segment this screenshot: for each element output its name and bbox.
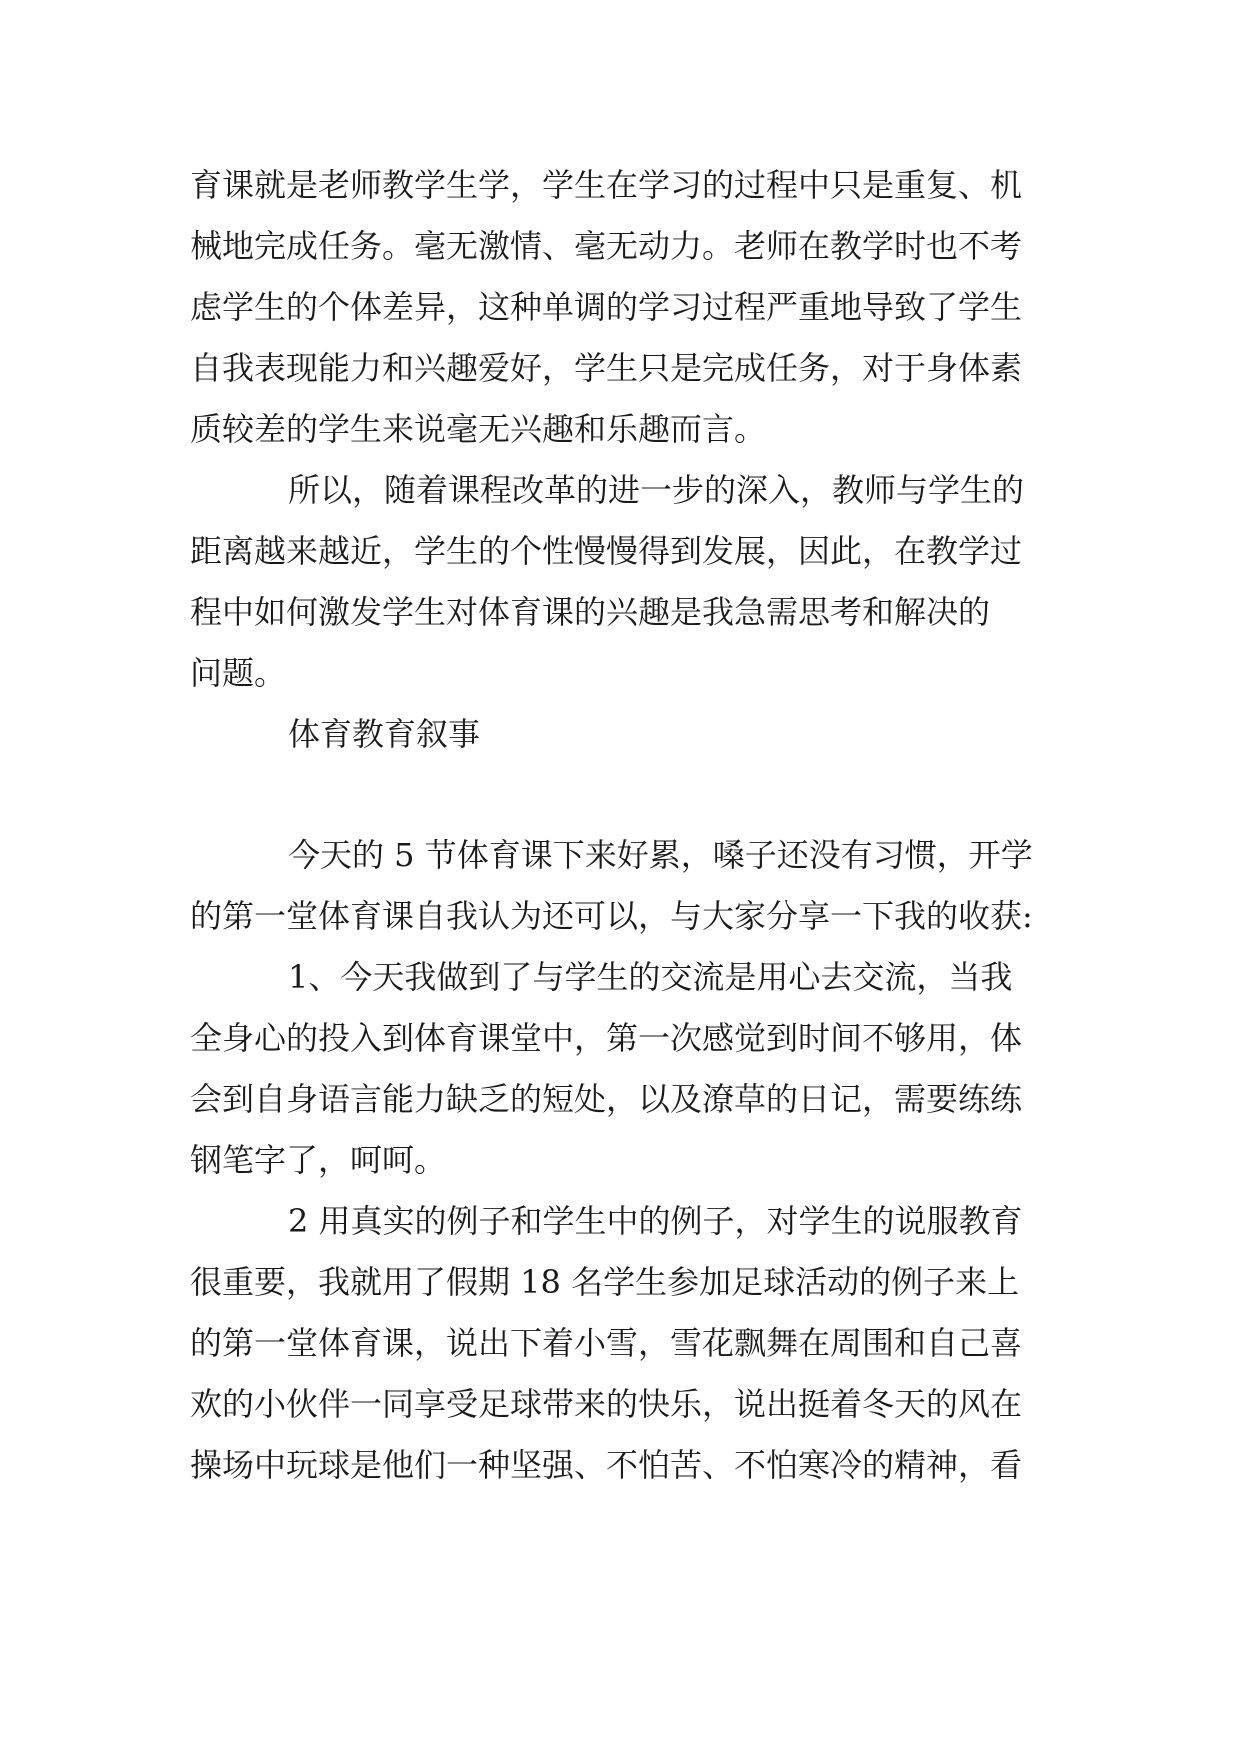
text-line: 操场中玩球是他们一种坚强、不怕苦、不怕寒冷的精神，看	[190, 1446, 1023, 1484]
document-body	[190, 155, 1050, 1496]
section-heading: 体育教育叙事	[288, 715, 481, 753]
text-line: 很重要，我就用了假期 18 名学生参加足球活动的例子来上	[190, 1263, 1020, 1301]
text-line: 的第一堂体育课自我认为还可以，与大家分享一下我的收获:	[190, 897, 1033, 935]
blank-spacer	[190, 765, 1050, 825]
text-line: 钢笔字了，呵呵。	[190, 1141, 447, 1179]
text-line: 程中如何激发学生对体育课的兴趣是我急需思考和解决的	[190, 593, 991, 631]
text-line: 欢的小伙伴一同享受足球带来的快乐，说出挺着冬天的风在	[190, 1385, 1023, 1423]
text-line: 1、今天我做到了与学生的交流是用心去交流，当我	[288, 958, 1013, 996]
text-line: 所以，随着课程改革的进一步的深入，教师与学生的	[288, 471, 1025, 509]
text-line: 的第一堂体育课，说出下着小雪，雪花飘舞在周围和自己喜	[190, 1324, 1023, 1362]
text-line: 今天的 5 节体育课下来好累，嗓子还没有习惯，开学	[288, 836, 1033, 874]
text-line: 2 用真实的例子和学生中的例子，对学生的说服教育	[288, 1202, 1023, 1240]
text-line: 会到自身语言能力缺乏的短处，以及潦草的日记，需要练练	[190, 1080, 1023, 1118]
text-line: 全身心的投入到体育课堂中，第一次感觉到时间不够用，体	[190, 1019, 1023, 1057]
text-line: 自我表现能力和兴趣爱好，学生只是完成任务，对于身体素	[190, 349, 1023, 387]
text-line: 质较差的学生来说毫无兴趣和乐趣而言。	[190, 410, 767, 448]
text-line: 问题。	[190, 654, 287, 692]
text-line: 距离越来越近，学生的个性慢慢得到发展，因此，在教学过	[190, 532, 1023, 570]
text-line: 育课就是老师教学生学，学生在学习的过程中只是重复、机	[190, 166, 1023, 204]
text-line: 虑学生的个体差异，这种单调的学习过程严重地导致了学生	[190, 288, 1023, 326]
text-line: 械地完成任务。毫无激情、毫无动力。老师在教学时也不考	[190, 227, 1023, 265]
